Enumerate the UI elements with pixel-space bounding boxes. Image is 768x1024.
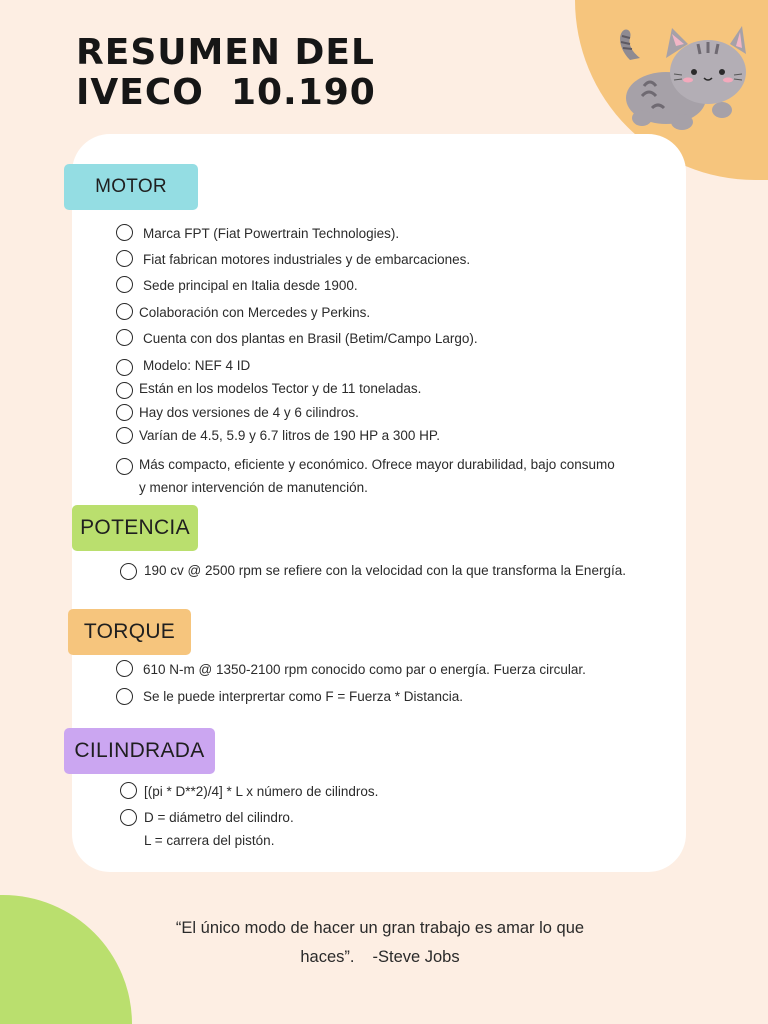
list-item: [(pi * D**2)/4] * L x número de cilindros. [120,780,660,803]
empty-circle-icon [116,382,133,399]
empty-circle-icon [116,660,133,677]
quote [130,914,630,972]
empty-circle-icon [116,276,133,293]
list-item: Colaboración con Mercedes y Perkins. [116,301,656,324]
title-line-1: RESUMEN DEL [76,32,375,73]
list-item: Sede principal en Italia desde 1900. [116,274,656,297]
list-item: Se le puede interprertar como F = Fuerza * Distancia. [116,685,656,708]
empty-circle-icon [116,303,133,320]
empty-circle-icon [116,688,133,705]
section-label-motor: MOTOR [64,164,198,210]
empty-circle-icon [120,563,137,580]
cat-illustration [612,20,752,132]
empty-circle-icon [116,329,133,346]
empty-circle-icon [116,250,133,267]
list-item: Fiat fabrican motores industriales y de embarcaciones. [116,248,656,271]
decorative-green-corner [0,895,132,1024]
title-line-2: IVECO 10.190 [76,72,376,113]
section-label-potencia: POTENCIA [72,505,198,551]
list-item: Cuenta con dos plantas en Brasil (Betim/Campo Largo). [116,327,656,350]
list-item: Más compacto, eficiente y económico. Ofrece mayor durabilidad, bajo consumo y menor intervención de manutención. [116,453,616,499]
list-item: 190 cv @ 2500 rpm se refiere con la velocidad con la que transforma la Energía. [120,559,630,582]
empty-circle-icon [116,404,133,421]
empty-circle-icon [116,359,133,376]
quote-author: -Steve Jobs [372,948,460,966]
list-item: Están en los modelos Tector y de 11 toneladas. [116,377,656,400]
empty-circle-icon [116,458,133,475]
quote-text-end: haces”. [300,948,355,966]
section-label-cilindrada: CILINDRADA [64,728,215,774]
list-item: Marca FPT (Fiat Powertrain Technologies). [116,222,656,245]
empty-circle-icon [120,782,137,799]
page-title [76,33,376,113]
quote-line-2 [130,943,630,972]
empty-circle-icon [120,809,137,826]
list-item: D = diámetro del cilindro. L = carrera del pistón. [120,806,660,852]
section-label-torque: TORQUE [68,609,191,655]
quote-line-1: “El único modo de hacer un gran trabajo es amar lo que [175,919,585,937]
list-item: Hay dos versiones de 4 y 6 cilindros. [116,401,656,424]
empty-circle-icon [116,427,133,444]
list-item: Varían de 4.5, 5.9 y 6.7 litros de 190 HP a 300 HP. [116,424,656,447]
list-item: Modelo: NEF 4 ID [116,354,656,377]
list-item: 610 N-m @ 1350-2100 rpm conocido como par o energía. Fuerza circular. [116,658,656,681]
empty-circle-icon [116,224,133,241]
